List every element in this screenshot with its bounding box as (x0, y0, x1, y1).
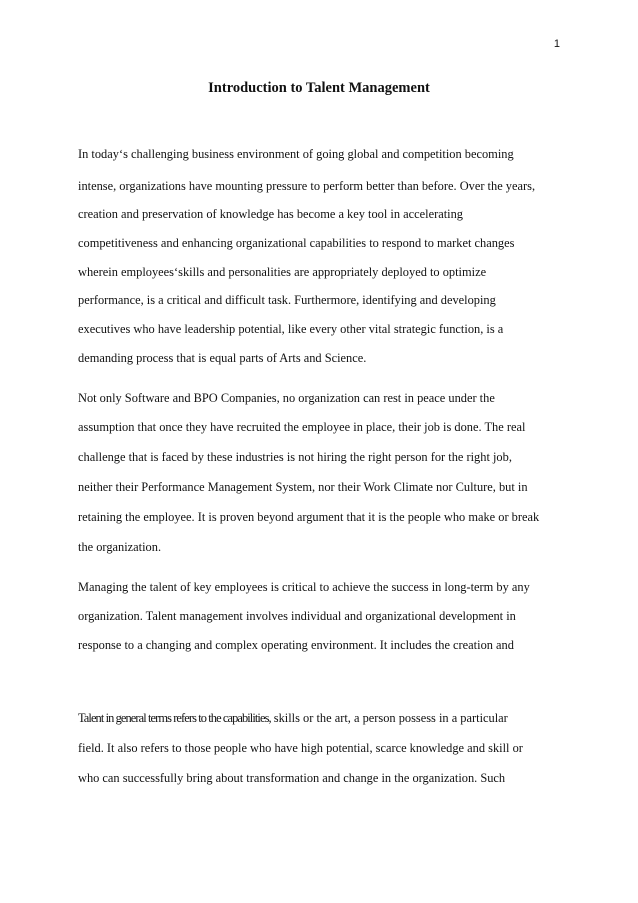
paragraph-3-line: organization. Talent management involves individual and organizational development in (78, 609, 516, 623)
paragraph-1-line: competitiveness and enhancing organizational capabilities to respond to market changes (78, 236, 515, 250)
paragraph-2-line: the organization. (78, 540, 162, 554)
paragraph-2-line: assumption that once they have recruited the employee in place, their job is done. The real (78, 420, 526, 434)
paragraph-1-line: executives who have leadership potential, like every other vital strategic function, is a (78, 322, 504, 336)
paragraph-2-line: retaining the employee. It is proven beyond argument that it is the people who make or break (78, 510, 540, 524)
paragraph-4-line (78, 710, 508, 726)
paragraph-3-line: Managing the talent of key employees is critical to achieve the success in long-term by any (78, 580, 530, 594)
paragraph-2-line: neither their Performance Management System, nor their Work Climate nor Culture, but in (78, 480, 528, 494)
page-title: Introduction to Talent Management (208, 80, 430, 96)
paragraph-4-line: who can successfully bring about transformation and change in the organization. Such (78, 771, 506, 785)
paragraph-1-line: In today‘s challenging business environment of going global and competition becoming (78, 147, 514, 161)
paragraph-1-line: intense, organizations have mounting pressure to perform better than before. Over the years, (78, 179, 536, 193)
paragraph-1-line: performance, is a critical and difficult task. Furthermore, identifying and developing (78, 293, 496, 307)
paragraph-1-line: creation and preservation of knowledge has become a key tool in accelerating (78, 207, 463, 221)
paragraph-4-line: field. It also refers to those people who have high potential, scarce knowledge and skill or (78, 741, 523, 755)
paragraph-3-line: response to a changing and complex operating environment. It includes the creation and (78, 638, 514, 652)
paragraph-2-line: Not only Software and BPO Companies, no organization can rest in peace under the (78, 391, 495, 405)
condensed-text: Talent in general terms refers to the capabilities, (78, 711, 271, 725)
paragraph-2-line: challenge that is faced by these industries is not hiring the right person for the right job, (78, 450, 512, 464)
page-number: 1 (553, 38, 560, 50)
paragraph-1-line: demanding process that is equal parts of Arts and Science. (78, 351, 367, 365)
line-text: skills or the art, a person possess in a particular (270, 711, 508, 725)
paragraph-1-line: wherein employees‘skills and personalities are appropriately deployed to optimize (78, 265, 487, 279)
